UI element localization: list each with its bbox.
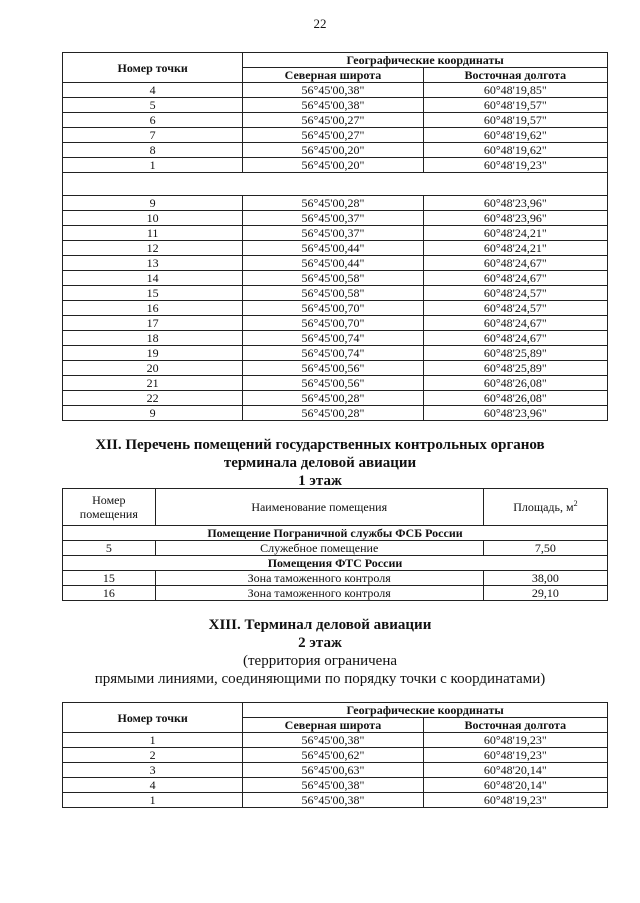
longitude-cell: 60°48'24,21" (423, 241, 607, 256)
point-number-cell: 12 (63, 241, 243, 256)
header-geo-coordinates: Географические координаты (243, 53, 608, 68)
longitude-cell: 60°48'24,57" (423, 301, 607, 316)
longitude-cell: 60°48'19,57" (423, 98, 607, 113)
point-number-cell: 8 (63, 143, 243, 158)
header-room-number: Номер помещения (63, 489, 156, 526)
table-row (63, 301, 608, 316)
table-row (63, 316, 608, 331)
point-number-cell: 4 (63, 83, 243, 98)
table-row (63, 361, 608, 376)
latitude-cell: 56°45'00,38" (243, 793, 423, 808)
section-12-floor: 1 этаж (298, 473, 342, 489)
table-row (63, 541, 608, 556)
table-row (63, 211, 608, 226)
room-name-cell: Зона таможенного контроля (155, 586, 483, 601)
longitude-cell: 60°48'19,62" (423, 128, 607, 143)
latitude-cell: 56°45'00,70" (243, 301, 423, 316)
section-row (63, 556, 608, 571)
latitude-cell: 56°45'00,74" (243, 346, 423, 361)
table-row (63, 83, 608, 98)
latitude-cell: 56°45'00,38" (243, 98, 423, 113)
latitude-cell: 56°45'00,58" (243, 286, 423, 301)
point-number-cell: 20 (63, 361, 243, 376)
point-number-cell: 18 (63, 331, 243, 346)
latitude-cell: 56°45'00,28" (243, 406, 423, 421)
point-number-cell: 19 (63, 346, 243, 361)
table-row (63, 271, 608, 286)
table-row (63, 778, 608, 793)
table-row (63, 241, 608, 256)
section-fts-heading: Помещения ФТС России (63, 556, 608, 571)
latitude-cell: 56°45'00,28" (243, 391, 423, 406)
table-row (63, 571, 608, 586)
header-longitude-2: Восточная долгота (423, 718, 607, 733)
longitude-cell: 60°48'20,14" (423, 778, 607, 793)
header-point-number-2: Номер точки (63, 703, 243, 733)
longitude-cell: 60°48'19,23" (423, 733, 607, 748)
latitude-cell: 56°45'00,38" (243, 778, 423, 793)
longitude-cell: 60°48'26,08" (423, 376, 607, 391)
table-row (63, 331, 608, 346)
longitude-cell: 60°48'19,23" (423, 748, 607, 763)
point-number-cell: 22 (63, 391, 243, 406)
coordinates-table-1 (62, 52, 608, 421)
coordinates-table-2-body (63, 733, 608, 808)
header-longitude: Восточная долгота (423, 68, 607, 83)
point-number-cell: 9 (63, 196, 243, 211)
section-12-title-line2: терминала деловой авиации (223, 455, 417, 471)
point-number-cell: 5 (63, 98, 243, 113)
section-12-title-line1: XII. Перечень помещений государственных контрольных органов (95, 437, 545, 453)
section-13-title: XIII. Терминал деловой авиации (208, 617, 432, 633)
header-area (483, 489, 607, 526)
table-row (63, 406, 608, 421)
header-area-label: Площадь, м (513, 500, 574, 514)
longitude-cell: 60°48'23,96" (423, 196, 607, 211)
room-area-cell: 38,00 (483, 571, 607, 586)
point-number-cell: 16 (63, 301, 243, 316)
longitude-cell: 60°48'23,96" (423, 406, 607, 421)
longitude-cell: 60°48'25,89" (423, 361, 607, 376)
latitude-cell: 56°45'00,62" (243, 748, 423, 763)
room-name-cell: Служебное помещение (155, 541, 483, 556)
point-number-cell: 6 (63, 113, 243, 128)
table-row (63, 128, 608, 143)
coordinates-table-1-body (63, 83, 608, 421)
point-number-cell: 13 (63, 256, 243, 271)
table-row (63, 733, 608, 748)
latitude-cell: 56°45'00,20" (243, 158, 423, 173)
header-latitude: Северная широта (243, 68, 423, 83)
latitude-cell: 56°45'00,58" (243, 271, 423, 286)
header-geo-coordinates-2: Географические координаты (243, 703, 608, 718)
longitude-cell: 60°48'24,67" (423, 271, 607, 286)
table-row (63, 98, 608, 113)
longitude-cell: 60°48'24,21" (423, 226, 607, 241)
table-row (63, 286, 608, 301)
latitude-cell: 56°45'00,38" (243, 733, 423, 748)
section-13-floor: 2 этаж (298, 635, 342, 651)
room-number-cell: 5 (63, 541, 156, 556)
point-number-cell: 1 (63, 733, 243, 748)
table-row (63, 376, 608, 391)
point-number-cell: 10 (63, 211, 243, 226)
latitude-cell: 56°45'00,37" (243, 211, 423, 226)
header-area-unit-sup: 2 (573, 499, 578, 508)
section-fsb-heading: Помещение Пограничной службы ФСБ России (63, 526, 608, 541)
table-row (63, 586, 608, 601)
table-row (63, 196, 608, 211)
latitude-cell: 56°45'00,70" (243, 316, 423, 331)
table-row (63, 158, 608, 173)
table-row (63, 113, 608, 128)
rooms-table-body (63, 526, 608, 601)
latitude-cell: 56°45'00,74" (243, 331, 423, 346)
table-row (63, 793, 608, 808)
table-row (63, 391, 608, 406)
header-room-name: Наименование помещения (155, 489, 483, 526)
longitude-cell: 60°48'26,08" (423, 391, 607, 406)
longitude-cell: 60°48'19,57" (423, 113, 607, 128)
longitude-cell: 60°48'24,67" (423, 256, 607, 271)
table-spacer-row (63, 173, 608, 196)
latitude-cell: 56°45'00,37" (243, 226, 423, 241)
header-latitude-2: Северная широта (243, 718, 423, 733)
point-number-cell: 11 (63, 226, 243, 241)
table-row (63, 748, 608, 763)
page-number: 22 (313, 16, 327, 31)
point-number-cell: 15 (63, 286, 243, 301)
point-number-cell: 7 (63, 128, 243, 143)
longitude-cell: 60°48'20,14" (423, 763, 607, 778)
latitude-cell: 56°45'00,38" (243, 83, 423, 98)
point-number-cell: 9 (63, 406, 243, 421)
latitude-cell: 56°45'00,56" (243, 361, 423, 376)
longitude-cell: 60°48'24,67" (423, 316, 607, 331)
point-number-cell: 17 (63, 316, 243, 331)
room-area-cell: 7,50 (483, 541, 607, 556)
table-row (63, 143, 608, 158)
point-number-cell: 3 (63, 763, 243, 778)
table-row (63, 346, 608, 361)
latitude-cell: 56°45'00,28" (243, 196, 423, 211)
header-point-number: Номер точки (63, 53, 243, 83)
point-number-cell: 14 (63, 271, 243, 286)
point-number-cell: 4 (63, 778, 243, 793)
coordinates-table-2 (62, 702, 608, 808)
latitude-cell: 56°45'00,20" (243, 143, 423, 158)
latitude-cell: 56°45'00,27" (243, 113, 423, 128)
longitude-cell: 60°48'19,85" (423, 83, 607, 98)
section-13-note-line1: (территория ограничена (242, 653, 398, 669)
rooms-table (62, 488, 608, 601)
table-row (63, 256, 608, 271)
latitude-cell: 56°45'00,44" (243, 241, 423, 256)
room-name-cell: Зона таможенного контроля (155, 571, 483, 586)
latitude-cell: 56°45'00,56" (243, 376, 423, 391)
point-number-cell: 1 (63, 158, 243, 173)
longitude-cell: 60°48'19,62" (423, 143, 607, 158)
point-number-cell: 2 (63, 748, 243, 763)
point-number-cell: 1 (63, 793, 243, 808)
longitude-cell: 60°48'19,23" (423, 158, 607, 173)
table-row (63, 763, 608, 778)
room-area-cell: 29,10 (483, 586, 607, 601)
latitude-cell: 56°45'00,27" (243, 128, 423, 143)
room-number-cell: 16 (63, 586, 156, 601)
longitude-cell: 60°48'24,67" (423, 331, 607, 346)
section-row (63, 526, 608, 541)
spacer-cell (63, 173, 608, 196)
latitude-cell: 56°45'00,44" (243, 256, 423, 271)
longitude-cell: 60°48'19,23" (423, 793, 607, 808)
point-number-cell: 21 (63, 376, 243, 391)
latitude-cell: 56°45'00,63" (243, 763, 423, 778)
longitude-cell: 60°48'25,89" (423, 346, 607, 361)
room-number-cell: 15 (63, 571, 156, 586)
section-13-note-line2: прямыми линиями, соединяющими по порядку точки с координатами) (94, 671, 546, 687)
table-row (63, 226, 608, 241)
longitude-cell: 60°48'24,57" (423, 286, 607, 301)
longitude-cell: 60°48'23,96" (423, 211, 607, 226)
